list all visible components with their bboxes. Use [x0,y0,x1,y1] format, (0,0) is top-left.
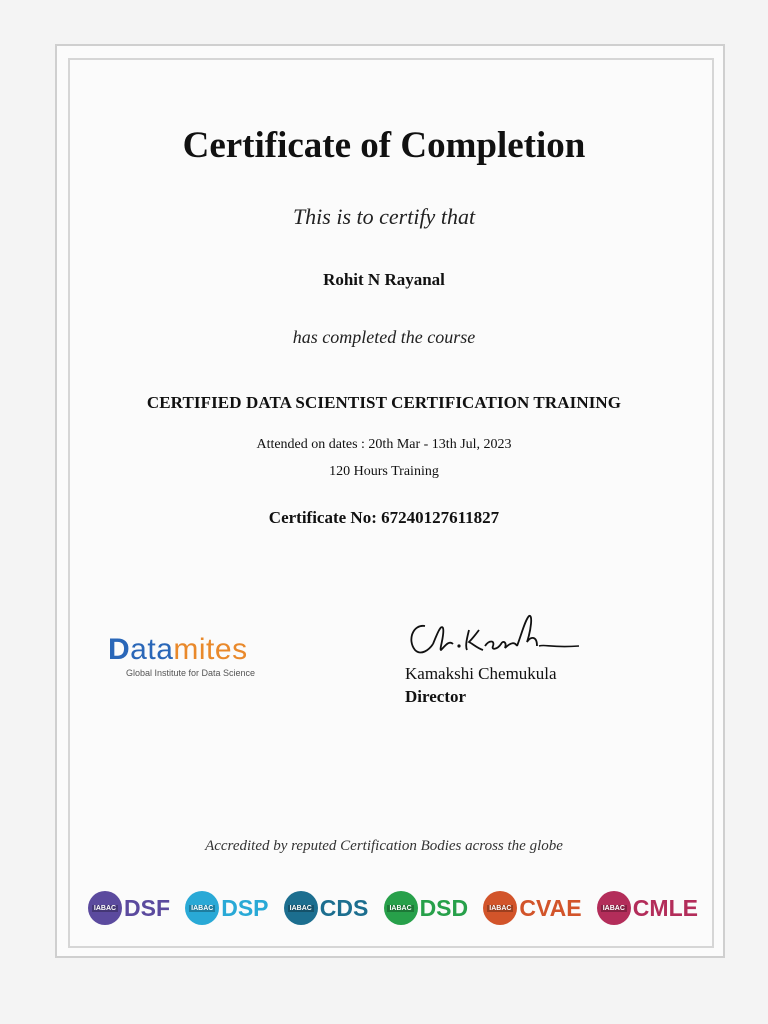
training-hours: 120 Hours Training [329,464,439,479]
badge-cvae [483,891,581,925]
badge-label: DSD [419,894,469,921]
badge-label: DSP [221,894,269,921]
badge-dsf [88,891,170,925]
signatory-role: Director [405,687,467,706]
badge-cmle [597,891,698,925]
attendance-dates: Attended on dates : 20th Mar - 13th Jul, 2023 [256,437,512,452]
recipient-name: Rohit N Rayanal [323,270,445,289]
certificate-title: Certificate of Completion [182,125,586,166]
globe-icon [597,891,631,925]
badge-dsd [384,891,469,925]
logo-first-letter: D [108,633,131,666]
signature-image [403,606,583,662]
badge-label: DSF [124,894,170,921]
certificate-inner-border [68,58,714,948]
signatory-name: Kamakshi Chemukula [405,664,557,683]
badge-org-label: IABAC [93,904,117,912]
logo-wordmark [108,634,288,666]
completed-line: has completed the course [292,327,476,347]
badge-label: CMLE [632,894,698,921]
badge-dsp [185,891,268,925]
certificate-number: Certificate No: 67240127611827 [268,508,500,527]
datamites-logo [108,634,288,678]
badge-org-label: IABAC [602,904,625,912]
globe-icon [384,891,418,925]
badge-org-label: IABAC [289,904,312,912]
badge-org-label: IABAC [191,904,214,912]
course-name: CERTIFIED DATA SCIENTIST CERTIFICATION TRAINING [146,393,622,412]
badge-label: CVAE [519,894,582,921]
accreditation-line: Accredited by reputed Certification Bodies across the globe [205,838,563,854]
logo-tail: mites [173,633,248,666]
accreditation-badges [88,886,698,930]
logo-tagline: Global Institute for Data Science [126,668,256,678]
globe-icon [88,891,122,925]
globe-icon [185,891,219,925]
badge-org-label: IABAC [389,904,412,912]
badge-label: CDS [319,894,369,921]
badge-cds [284,891,369,925]
certify-line: This is to certify that [292,204,476,229]
logo-middle: ata [130,633,174,666]
badge-org-label: IABAC [489,904,512,912]
globe-icon [284,891,318,925]
globe-icon [483,891,517,925]
